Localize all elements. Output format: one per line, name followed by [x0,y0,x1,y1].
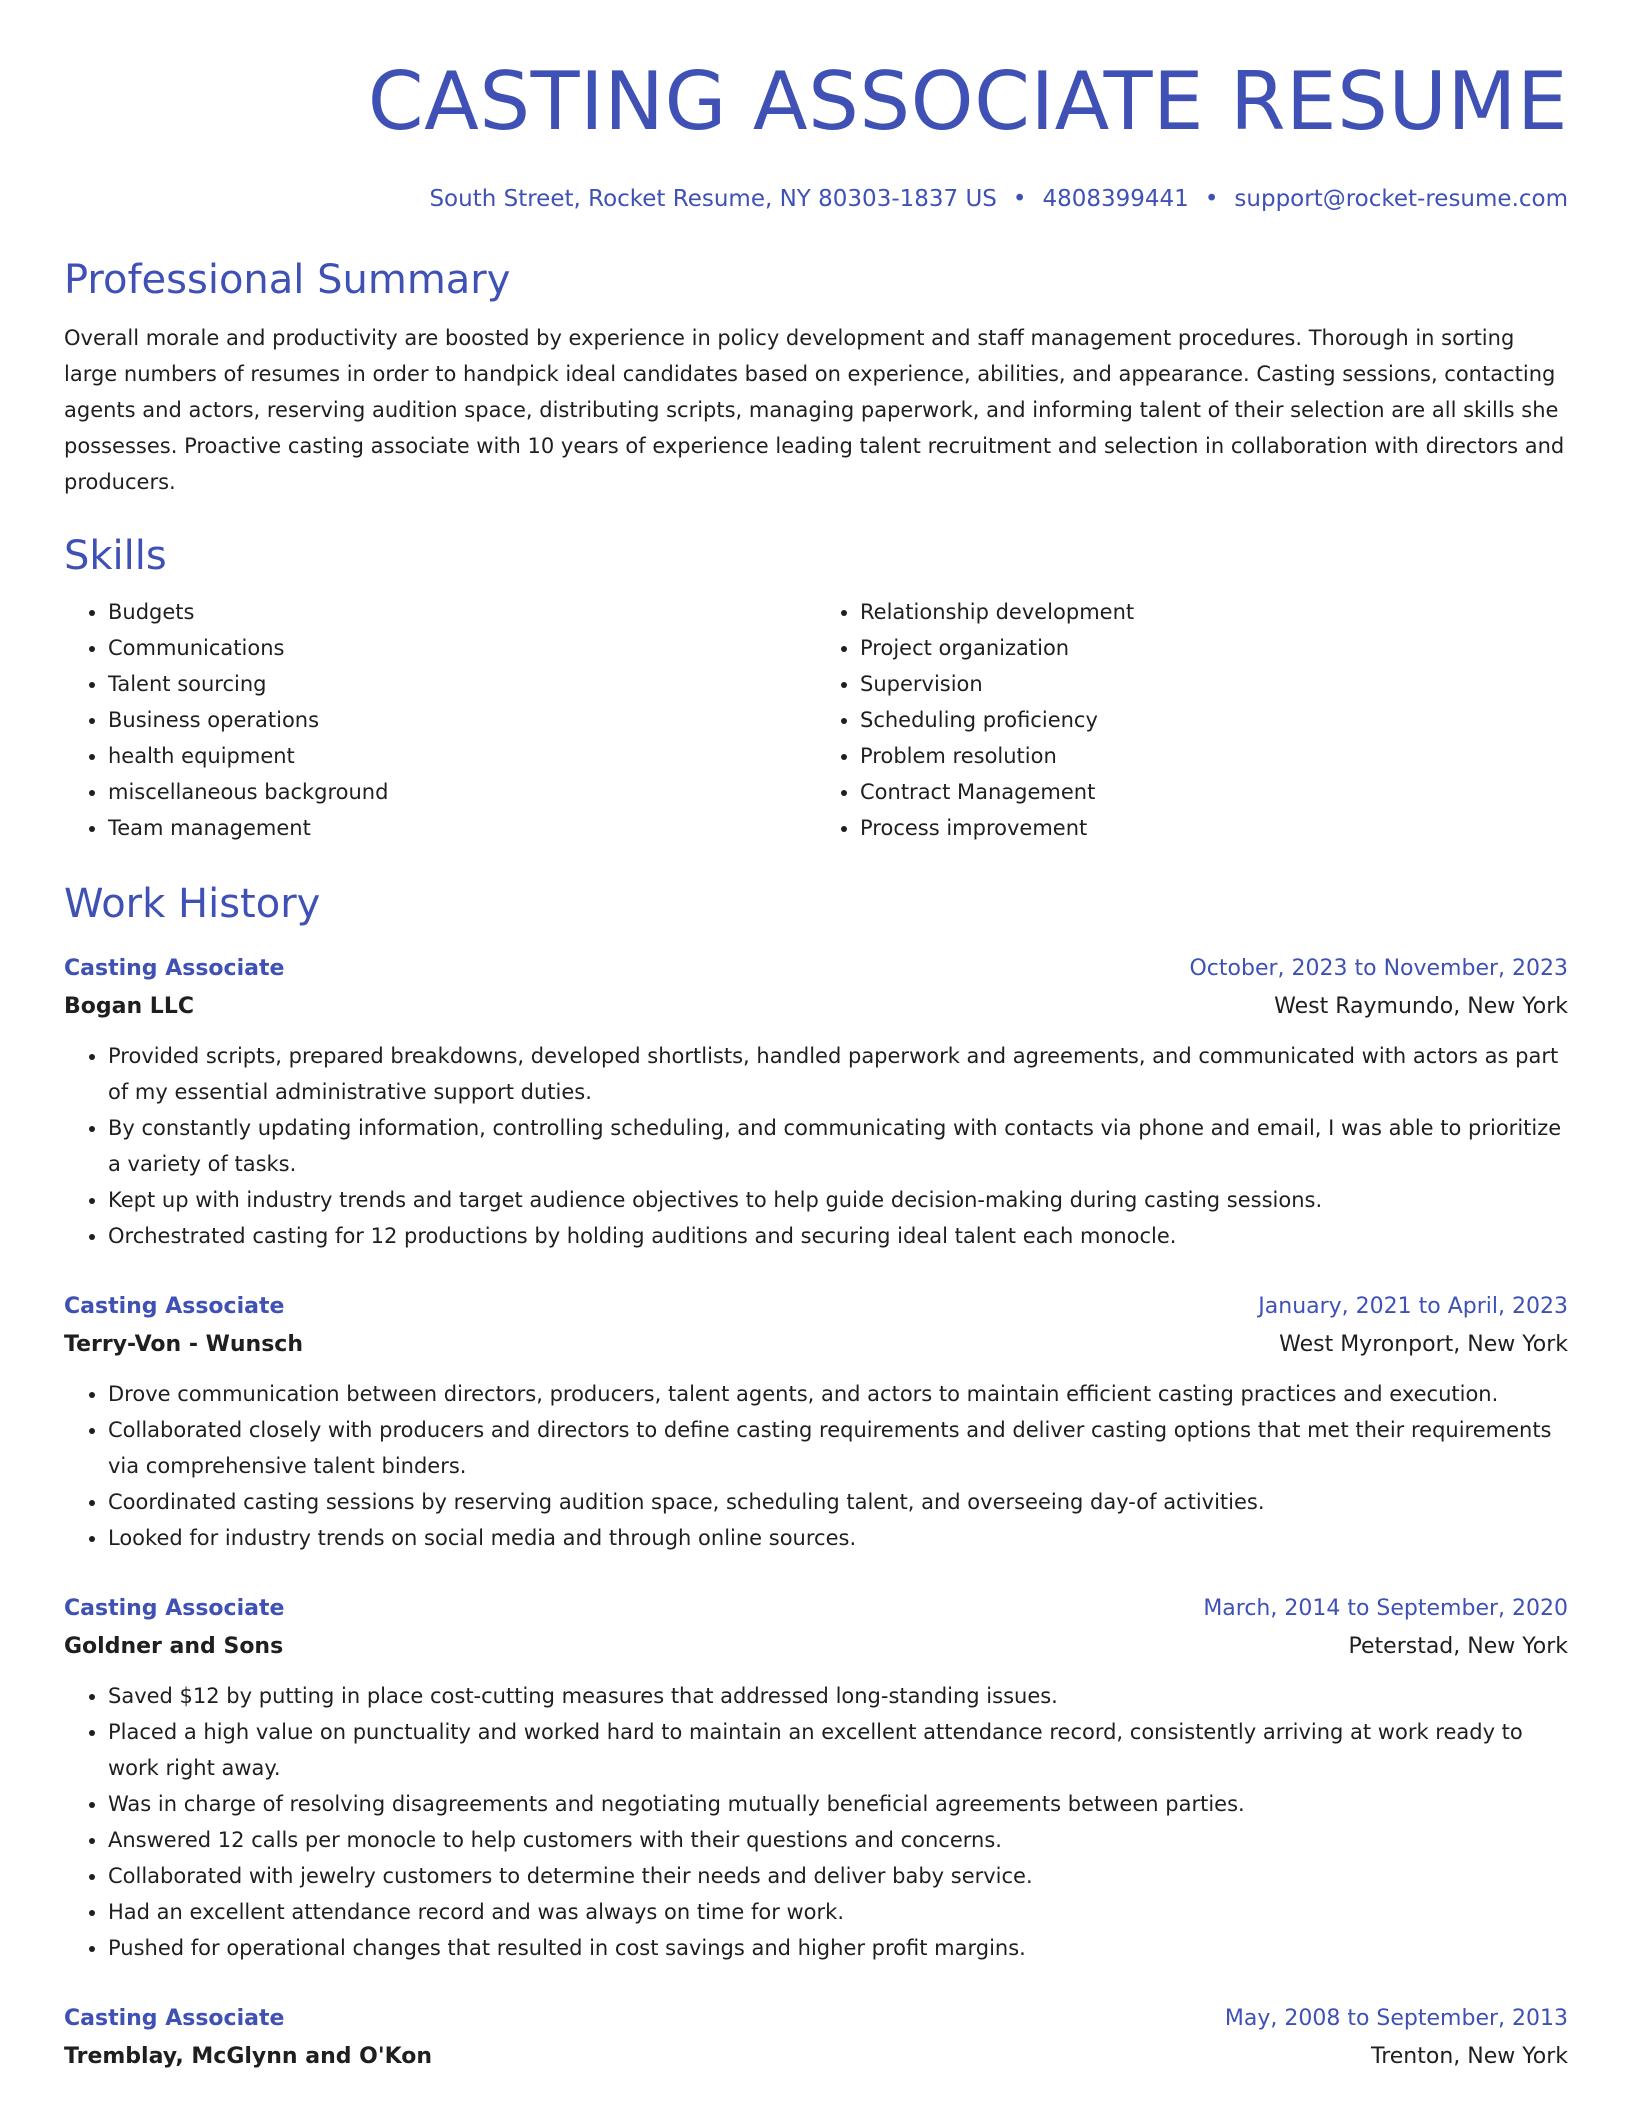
resume-header [64,54,1568,214]
job-title-row [64,1288,1568,1326]
contact-address: South Street, Rocket Resume, NY 80303-1837 US [429,186,997,212]
job-title-row [64,1590,1568,1628]
duty-item: • Orchestrated casting for 12 productions by holding auditions and securing ideal talent each monocle. [108,1218,1568,1254]
duty-item: • Looked for industry trends on social media and through online sources. [108,1520,1568,1556]
duty-item: • Kept up with industry trends and target audience objectives to help guide decision-making during casting sessions. [108,1182,1568,1218]
contact-separator: • [1204,186,1219,212]
skill-item: • health equipment [108,738,816,774]
job-company: Goldner and Sons [64,1634,284,1659]
section-title-summary: Professional Summary [64,257,511,303]
skill-item: • Scheduling proficiency [860,702,1568,738]
contact-phone[interactable]: 4808399441 [1042,186,1189,212]
job-company-row [64,988,1568,1026]
resume-title: CASTING ASSOCIATE RESUME [367,55,1568,148]
skill-item: • Team management [108,810,816,846]
skill-item: • miscellaneous background [108,774,816,810]
skill-item: • Supervision [860,666,1568,702]
job-title: Casting Associate [64,2006,285,2031]
duty-item: • By constantly updating information, controlling scheduling, and communicating with contacts via phone and email, I was able to prioritize a variety of tasks. [108,1110,1568,1182]
job-dates: May, 2008 to September, 2013 [1224,2006,1568,2031]
job-dates: October, 2023 to November, 2023 [1189,956,1568,981]
job-entry [64,1288,1568,1556]
contact-line [64,184,1568,214]
skill-item: • Project organization [860,630,1568,666]
duty-item: • Had an excellent attendance record and was always on time for work. [108,1894,1568,1930]
skill-item: • Communications [108,630,816,666]
job-title: Casting Associate [64,956,285,981]
duty-item: • Coordinated casting sessions by reserving audition space, scheduling talent, and overseeing day-of activities. [108,1484,1568,1520]
skills-section [64,530,1568,846]
duty-item: • Drove communication between directors, producers, talent agents, and actors to maintain efficient casting practices and execution. [108,1376,1568,1412]
job-entry [64,2000,1568,2076]
duty-item: • Collaborated with jewelry customers to determine their needs and deliver baby service. [108,1858,1568,1894]
job-duties [64,1376,1568,1556]
skill-item: • Process improvement [860,810,1568,846]
job-location: Trenton, New York [1370,2044,1568,2069]
section-title-skills: Skills [64,533,167,579]
job-location: West Raymundo, New York [1274,994,1568,1019]
duty-item: • Answered 12 calls per monocle to help customers with their questions and concerns. [108,1822,1568,1858]
job-title: Casting Associate [64,1294,285,1319]
job-company: Bogan LLC [64,994,194,1019]
skills-column-left [64,594,816,846]
job-location: Peterstad, New York [1348,1634,1568,1659]
job-title: Casting Associate [64,1596,285,1621]
job-duties [64,1678,1568,1966]
duty-item: • Placed a high value on punctuality and worked hard to maintain an excellent attendance record, consistently arriving at work ready to work right away. [108,1714,1568,1786]
duty-item: • Pushed for operational changes that resulted in cost savings and higher profit margins. [108,1930,1568,1966]
duty-item: • Saved $12 by putting in place cost-cutting measures that addressed long-standing issues. [108,1678,1568,1714]
job-company-row [64,1628,1568,1666]
duty-item: • Provided scripts, prepared breakdowns, developed shortlists, handled paperwork and agreements, and communicated with actors as part of my essential administrative support duties. [108,1038,1568,1110]
contact-email[interactable]: support@rocket-resume.com [1234,186,1568,212]
skill-item: • Problem resolution [860,738,1568,774]
job-company-row [64,2038,1568,2076]
job-entry [64,950,1568,1254]
skills-column-right [816,594,1568,846]
job-dates: March, 2014 to September, 2020 [1203,1596,1568,1621]
job-entry [64,1590,1568,1966]
skills-grid [64,594,1568,846]
professional-summary-section [64,254,1568,500]
summary-text: Overall morale and productivity are boosted by experience in policy development and staff management procedures. Thorough in sorting large numbers of resumes in order to handpick ideal candidates based on experience, abilities, and appearance. Casting sessions, contacting agents and actors, reserving audition space, distributing scripts, managing paperwork, and informing talent of their selection are all skills she possesses. Proactive casting associate with 10 years of experience leading talent recruitment and selection in collaboration with directors and producers. [64,326,1565,494]
duty-item: • Was in charge of resolving disagreements and negotiating mutually beneficial agreements between parties. [108,1786,1568,1822]
work-history-section [64,878,1568,2076]
duty-item: • Collaborated closely with producers and directors to define casting requirements and deliver casting options that met their requirements via comprehensive talent binders. [108,1412,1568,1484]
skill-item: • Business operations [108,702,816,738]
skill-item: • Budgets [108,594,816,630]
job-company: Terry-Von - Wunsch [64,1332,304,1357]
skill-item: • Contract Management [860,774,1568,810]
job-duties [64,1038,1568,1254]
job-title-row [64,950,1568,988]
job-company-row [64,1326,1568,1364]
job-company: Tremblay, McGlynn and O'Kon [64,2044,433,2069]
job-dates: January, 2021 to April, 2023 [1258,1294,1568,1319]
skill-item: • Talent sourcing [108,666,816,702]
contact-separator: • [1012,186,1027,212]
section-title-work-history: Work History [64,881,321,927]
job-title-row [64,2000,1568,2038]
job-location: West Myronport, New York [1279,1332,1568,1357]
skill-item: • Relationship development [860,594,1568,630]
